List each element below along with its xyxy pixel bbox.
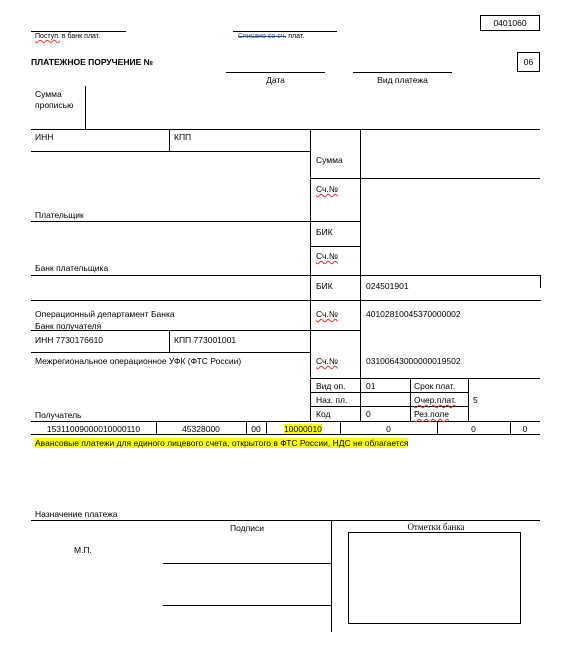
line-bik1-bottom	[310, 246, 360, 247]
status-box	[517, 52, 540, 72]
budget-field-kbk: 15311009000010000110	[46, 424, 141, 434]
op-type-label: Вид оп.	[316, 381, 346, 391]
recipient-bank-name: Операционный департамент Банка	[35, 309, 175, 319]
payer-kpp-label: КПП	[174, 132, 192, 142]
vline-bik-right	[540, 275, 541, 288]
bank-marks-label: Отметки банка	[407, 522, 465, 532]
status-code: 06	[523, 57, 534, 67]
recipient-bank-label: Банк получателя	[35, 321, 102, 331]
payment-type-label: Вид платежа	[377, 75, 428, 85]
line-optype-bottom	[310, 392, 468, 393]
payer-bank-account-label: Сч.№	[316, 251, 338, 261]
purpose-text: Авансовые платежи для единого лицевого счета, открытого в ФТС России, НДС не облагается	[35, 438, 409, 448]
line-sum-bottom	[310, 178, 540, 179]
line-payer-top	[31, 129, 540, 130]
received-label: Поступ. в банк плат.	[35, 33, 101, 40]
signature-line-1	[163, 563, 331, 564]
vline-col2	[360, 129, 361, 421]
vline-col1	[310, 129, 311, 421]
recipient-account-label: Сч.№	[316, 356, 338, 366]
sum-words-label-2: прописью	[35, 100, 74, 110]
recipient-kpp: КПП 773001001	[174, 335, 237, 345]
order-value: 5	[473, 395, 478, 405]
form-title: ПЛАТЕЖНОЕ ПОРУЧЕНИЕ №	[31, 57, 154, 67]
recipient-bank-bik-label: БИК	[316, 281, 333, 291]
payer-account-label: Сч.№	[316, 184, 338, 194]
line-recip-account-bottom	[310, 378, 540, 379]
line-bik2-bottom	[31, 300, 541, 301]
pay-purpose-code-label: Наз. пл.	[316, 395, 348, 405]
date-line	[226, 72, 325, 73]
code-label: Код	[316, 409, 331, 419]
line-budget-bottom	[31, 434, 540, 435]
budget-field-oktmo: 45328000	[182, 424, 220, 434]
line-naz-bottom	[310, 406, 468, 407]
budget-field-basis: 00	[251, 424, 261, 434]
form-code: 0401060	[493, 18, 527, 28]
payer-bank-bik-label: БИК	[316, 227, 333, 237]
reserve-label: Рез.поле	[414, 409, 449, 419]
term-label: Срок плат.	[414, 381, 456, 391]
budget-field-type: 0	[522, 424, 528, 434]
line-inn-bottom	[31, 151, 310, 152]
recipient-bank-corr-account: 40102810045370000002	[366, 309, 461, 319]
payer-label: Плательщик	[35, 210, 84, 220]
vline-term	[410, 378, 411, 421]
recipient-name: Межрегиональное операционное УФК (ФТС России)	[35, 356, 242, 366]
signature-line-2	[163, 605, 331, 606]
signatures-label: Подписи	[230, 523, 264, 533]
recipient-bank-account-label: Сч.№	[316, 309, 338, 319]
recipient-bank-bik: 024501901	[366, 281, 409, 291]
line-purpose-bottom	[31, 520, 540, 521]
vline-inn-kpp	[169, 129, 170, 151]
payer-inn-label: ИНН	[35, 132, 54, 142]
recipient-account: 03100643000000019502	[366, 356, 461, 366]
stamp-label: М.П.	[74, 545, 92, 555]
recipient-inn: ИНН 7730176610	[35, 335, 104, 345]
debited-label: Списано со сч. плат.	[238, 33, 305, 40]
line-recip-inn-bottom	[31, 352, 310, 353]
sum-words-label-1: Сумма	[35, 89, 62, 99]
purpose-label: Назначение платежа	[35, 509, 118, 519]
payment-type-line	[353, 72, 452, 73]
sum-label: Сумма	[316, 155, 343, 165]
vline-order	[468, 378, 469, 421]
budget-field-period: 10000010	[284, 424, 322, 434]
form-code-box	[480, 15, 540, 31]
line-recipient-bottom	[31, 421, 540, 422]
vline-signatures-marks	[331, 520, 332, 632]
code-value: 0	[366, 409, 371, 419]
bank-marks-box	[348, 532, 521, 624]
date-label: Дата	[266, 75, 285, 85]
op-type-value: 01	[366, 381, 376, 391]
payer-bank-label: Банк плательщика	[35, 263, 109, 273]
recipient-label: Получатель	[35, 410, 82, 420]
order-label: Очер.плат.	[414, 395, 457, 405]
sum-words-divider	[85, 86, 86, 129]
vline-recip-inn-kpp	[169, 330, 170, 352]
line-payerbank-bottom	[31, 275, 541, 276]
budget-field-doc-date: 0	[471, 424, 476, 434]
budget-field-doc-no: 0	[386, 424, 391, 434]
